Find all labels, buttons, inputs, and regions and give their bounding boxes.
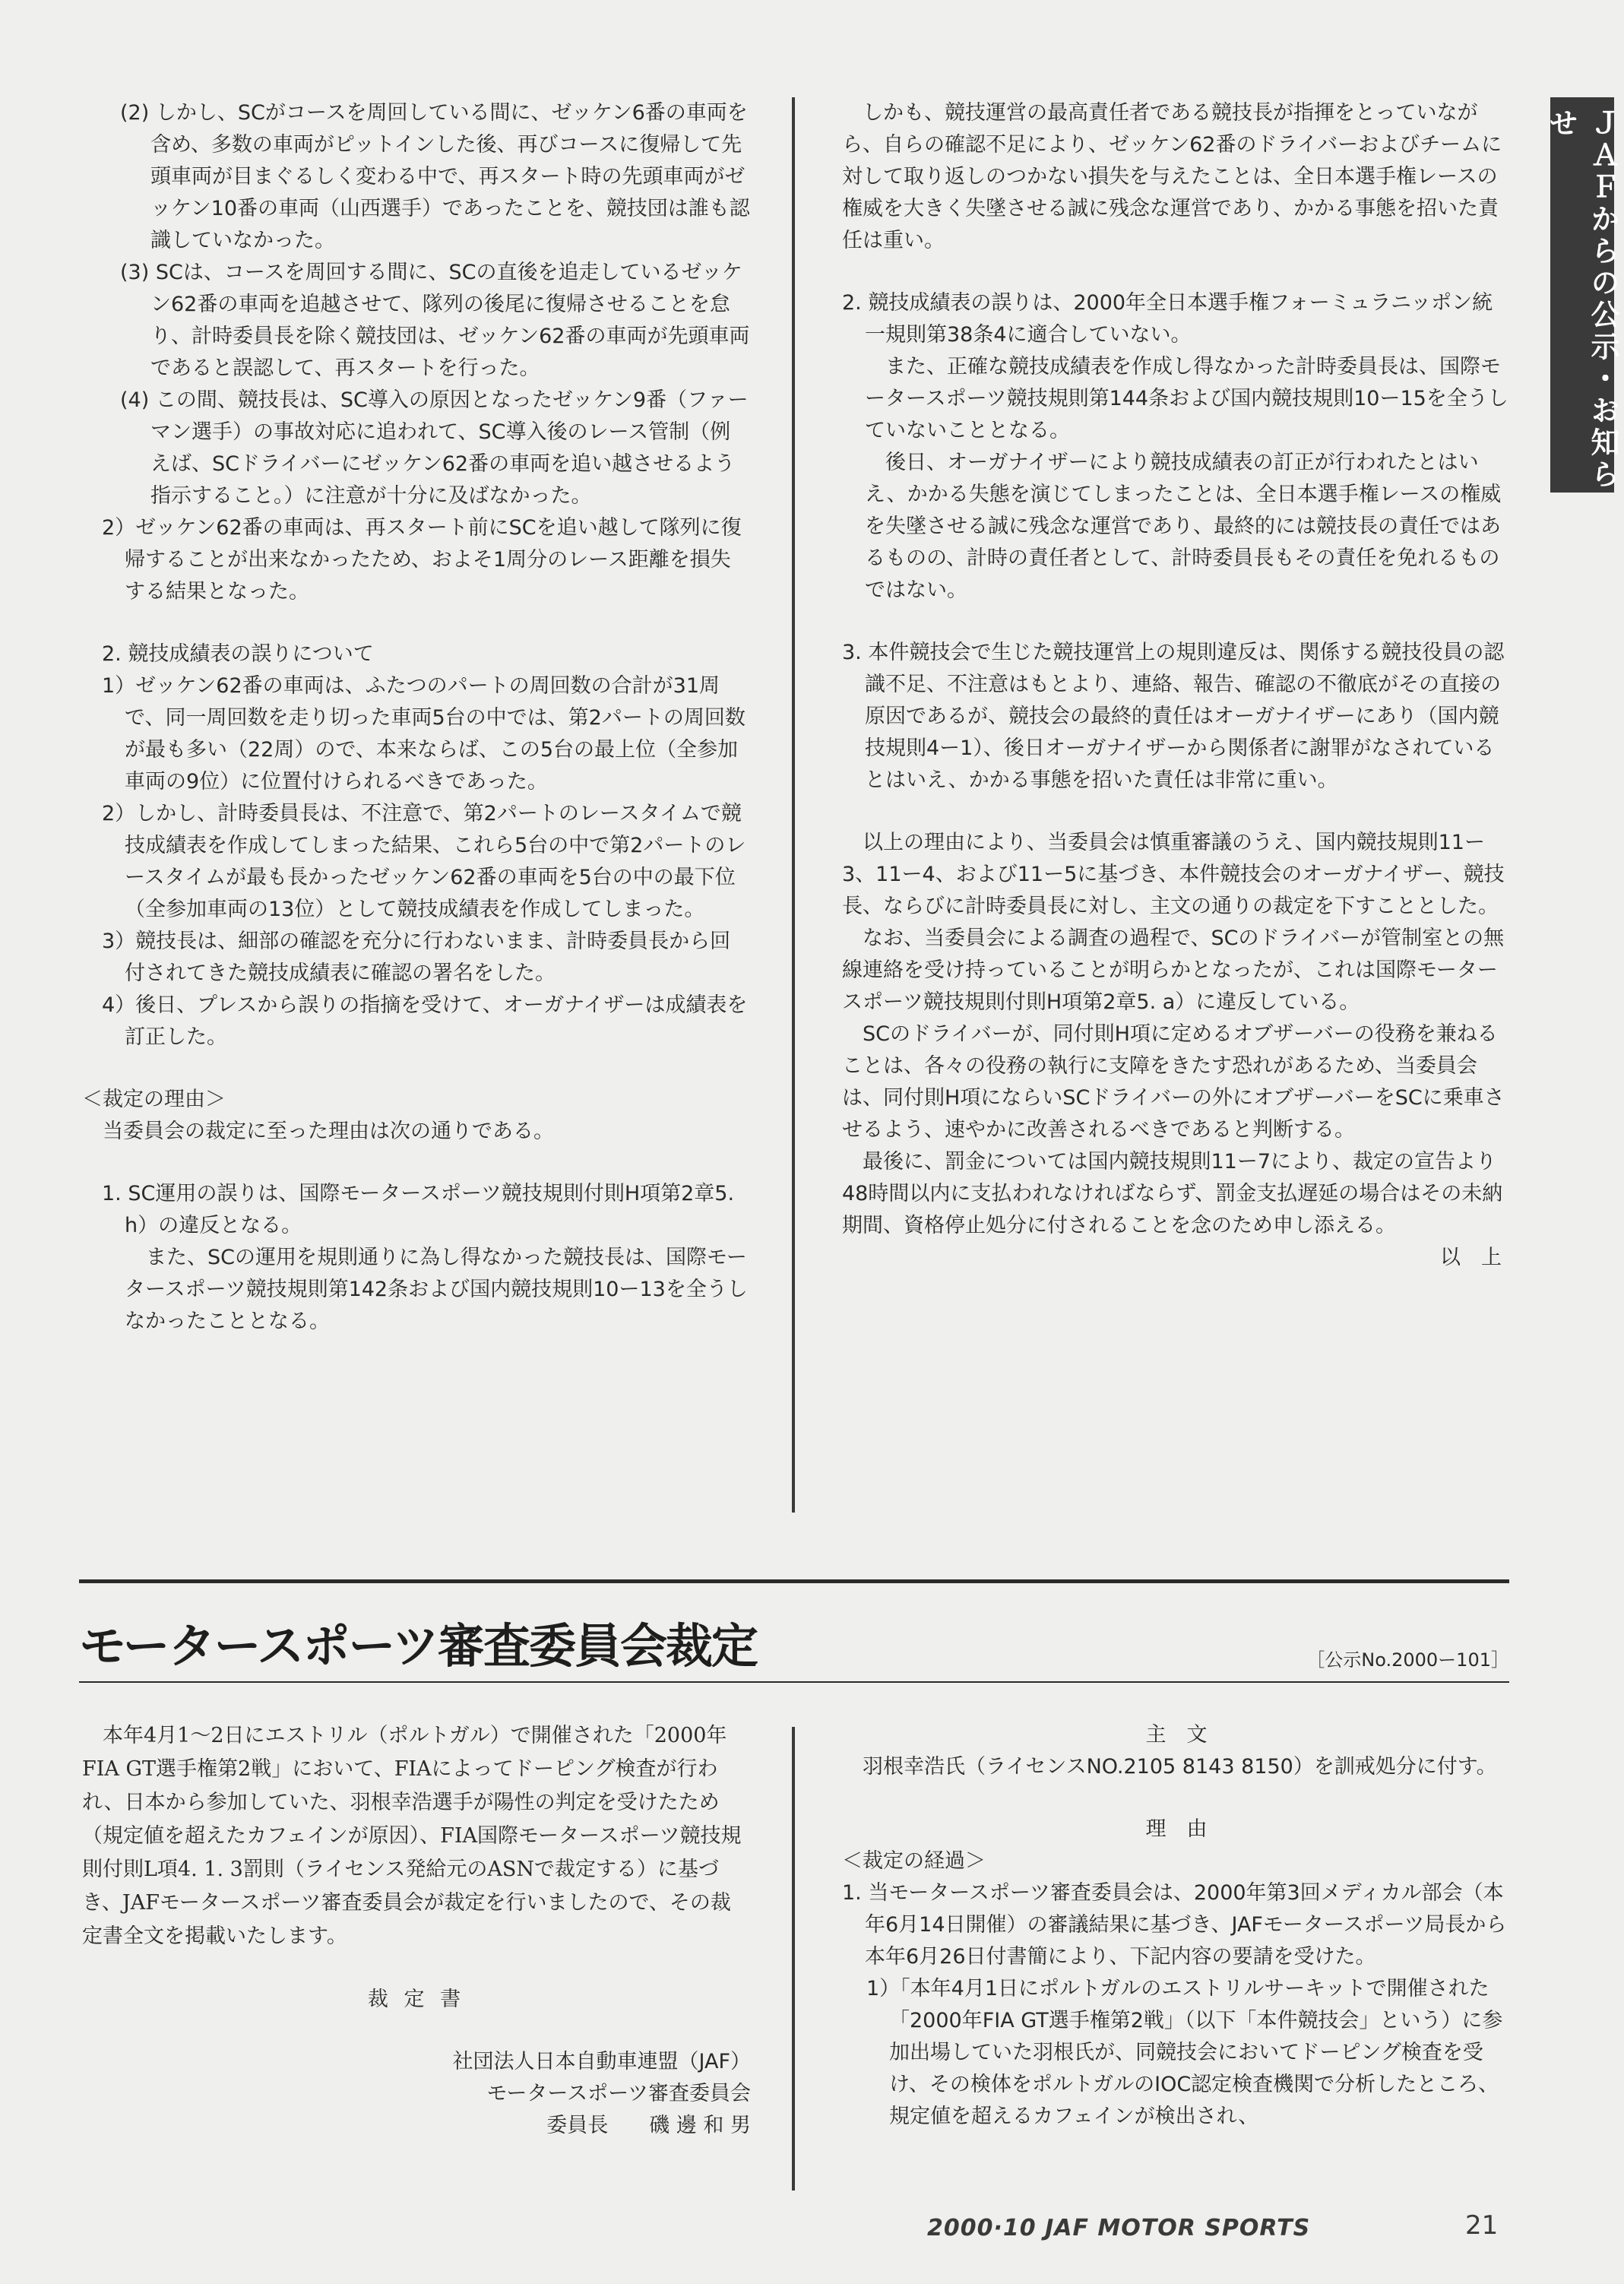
paragraph: 2）しかし、計時委員長は、不注意で、第2パートのレースタイムで競技成績表を作成してしまった結果、これら5台の中で第2パートのレースタイムが最も長かったゼッケン62番の車両を5台の中の最下位（全参加車両の13位）として競技成績表を作成してしまった。 [102,802,746,921]
paragraph: なお、当委員会による調査の過程で、SCのドライバーが管制室との無線連絡を受け持っていることが明らかとなったが、これは国際モータースポーツ競技規則付則H項第2章5. a）に違反している。 [842,927,1505,1014]
reason-heading: 理 由 [1145,1817,1208,1841]
closing-mark: 以 上 [1440,1246,1502,1269]
top-right-column [842,97,1511,1274]
paragraph: (4) この間、競技長は、SC導入の原因となったゼッケン9番（ファーマン選手）の事故対応に追われて、SC導入後のレース管制（例えば、SCドライバーにゼッケン62番の車両を追い越させるよう指示すること。）に注意が十分に及ばなかった。 [120,388,749,508]
paragraph: 後日、オーガナイザーにより競技成績表の訂正が行われたとはいえ、かかる失態を演じてしまったことは、全日本選手権レースの権威を失墜させる誠に残念な運営であり、最終的には競技長の責任ではあるものの、計時の責任者として、計時委員長もその責任を免れるものではない。 [865,451,1502,602]
paragraph: また、SCの運用を規則通りに為し得なかった競技長は、国際モータースポーツ競技規則第142条および国内競技規則10ー13を全うしなかったこととなる。 [125,1246,748,1333]
paragraph: 1）「本年4月1日にポルトガルのエストリルサーキットで開催された「2000年FIA GT選手権第2戦」（以下「本件競技会」という）に参加出場していた羽根氏が、同競技会においてドーピング検査を受け、その検体をポルトガルのIOC認定検査機関で分析したところ、規定値を超えるカフェインが検出され、 [866,1977,1503,2128]
bottom-right-column [842,1719,1511,2133]
paragraph: 4）後日、プレスから誤りの指摘を受けて、オーガナイザーは成績表を訂正した。 [102,993,748,1049]
paragraph: 2）ゼッケン62番の車両は、再スタート前にSCを追い越して隊列に復帰することが出来なかったため、およそ1周分のレース距離を損失する結果となった。 [102,516,742,603]
document-heading: 裁 定 書 [367,1988,466,2011]
paragraph: 3）競技長は、細部の確認を充分に行わないまま、計時委員長から回付されてきた競技成績表に確認の署名をした。 [102,930,731,985]
bottom-left-column [82,1719,751,2142]
column-divider [792,97,795,1513]
paragraph: (3) SCは、コースを周回する間に、SCの直後を追走しているゼッケン62番の車両を追越させて、隊列の後尾に復帰させることを怠り、計時委員長を除く競技団は、ゼッケン62番の車両が先頭車両であると誤認して、再スタートを行った。 [120,261,750,380]
paragraph: 1）ゼッケン62番の車両は、ふたつのパートの周回数の合計が31周で、同一周回数を走り切った車両5台の中では、第2パートの周回数が最も多い（22周）ので、本来ならば、この5台の最上位（全参加車両の9位）に位置付けられるべきであった。 [102,674,746,794]
top-left-column [82,97,751,1338]
paragraph: 1. SC運用の誤りは、国際モータースポーツ競技規則付則H項第2章5. h）の違反となる。 [102,1182,735,1237]
notice-number: ［公示No.2000ー101］ [1306,1649,1509,1671]
paragraph: しかも、競技運営の最高責任者である競技長が指揮をとっていながら、自らの確認不足により、ゼッケン62番のドライバーおよびチームに対して取り返しのつかない損失を与えたことは、全日本選手権レースの権威を大きく失墜させる誠に残念な運営であり、かかる事態を招いた責任は重い。 [842,101,1502,252]
page-number: 21 [1465,2210,1499,2241]
paragraph: 以上の理由により、当委員会は慎重審議のうえ、国内競技規則11ー3、11ー4、および11ー5に基づき、本件競技会のオーガナイザー、競技長、ならびに計時委員長に対し、主文の通りの裁定を下すこととした。 [842,831,1505,918]
paragraph: 2. 競技成績表の誤りは、2000年全日本選手権フォーミュラニッポン統一規則第38条4に適合していない。 [842,291,1493,347]
paragraph: (2) しかし、SCがコースを周回している間に、ゼッケン6番の車両を含め、多数の車両がピットインした後、再びコースに復帰して先頭車両が目まぐるしく変わる中で、再スタート時の先頭車両がゼッケン10番の車両（山西選手）であったことを、競技団は誰も認識していなかった。 [120,101,750,252]
paragraph: 当委員会の裁定に至った理由は次の通りである。 [103,1120,554,1143]
subheading: ＜裁定の経過＞ [842,1849,986,1873]
section-tab: ＪＡＦからの公示・お知らせ [1550,97,1614,493]
section-rule-bottom [79,1681,1509,1683]
paragraph: 3. 本件競技会で生じた競技運営上の規則違反は、関係する競技役員の認識不足、不注意はもとより、連絡、報告、確認の不徹底がその直接の原因であるが、競技会の最終的責任はオーガナイザーにあり（国内競技規則4ー1）、後日オーガナイザーから関係者に謝罪がなされているとはいえ、かかる事態を招いた責任は非常に重い。 [842,641,1505,792]
publication-name: 2000·10 JAF MOTOR SPORTS [927,2215,1311,2241]
organization: 社団法人日本自動車連盟（JAF） [452,2050,751,2073]
subheading: 2. 競技成績表の誤りについて [102,642,374,666]
paragraph: SCのドライバーが、同付則H項に定めるオブザーバーの役務を兼ねることは、各々の役務の執行に支障をきたす恐れがあるため、当委員会は、同付則H項にならいSCドライバーの外にオブザーバーをSCに乗車させるよう、速やかに改善されるべきであると判断する。 [842,1022,1505,1142]
main-text-heading: 主 文 [1145,1723,1208,1747]
section-rule-top [79,1579,1509,1583]
section-title: モータースポーツ審査委員会裁定 [79,1618,757,1674]
paragraph: 最後に、罰金については国内競技規則11ー7により、裁定の宣告より48時間以内に支払われなければならず、罰金支払遅延の場合はその未納期間、資格停止処分に付されることを念のため申し添える。 [842,1150,1503,1237]
subheading: ＜裁定の理由＞ [82,1088,226,1111]
column-divider [792,1727,795,2191]
intro-paragraph: 本年4月1〜2日にエストリル（ポルトガル）で開催された「2000年FIA GT選手権第2戦」において、FIAによってドーピング検査が行われ、日本から参加していた、羽根幸浩選手が陽性の判定を受けたため（規定値を超えたカフェインが原因）、FIA国際モータースポーツ競技規則付則L項4. 1. 3罰則（ライセンス発給元のASNで裁定する）に基づき、JAFモータースポーツ審査委員会が裁定を行いましたので、その裁定書全文を掲載いたします。 [82,1724,742,1948]
chairman: 委員長 磯 邊 和 男 [546,2114,751,2137]
committee: モータースポーツ審査委員会 [486,2082,751,2105]
paragraph: 羽根幸浩氏（ライセンスNO.2105 8143 8150）を訓戒処分に付す。 [863,1755,1497,1779]
paragraph: また、正確な競技成績表を作成し得なかった計時委員長は、国際モータースポーツ競技規則第144条および国内競技規則10ー15を全うしていないこととなる。 [865,355,1508,442]
paragraph: 1. 当モータースポーツ審査委員会は、2000年第3回メディカル部会（本年6月14日開催）の審議結果に基づき、JAFモータースポーツ局長から本年6月26日付書簡により、下記内容の要請を受けた。 [842,1881,1507,1969]
